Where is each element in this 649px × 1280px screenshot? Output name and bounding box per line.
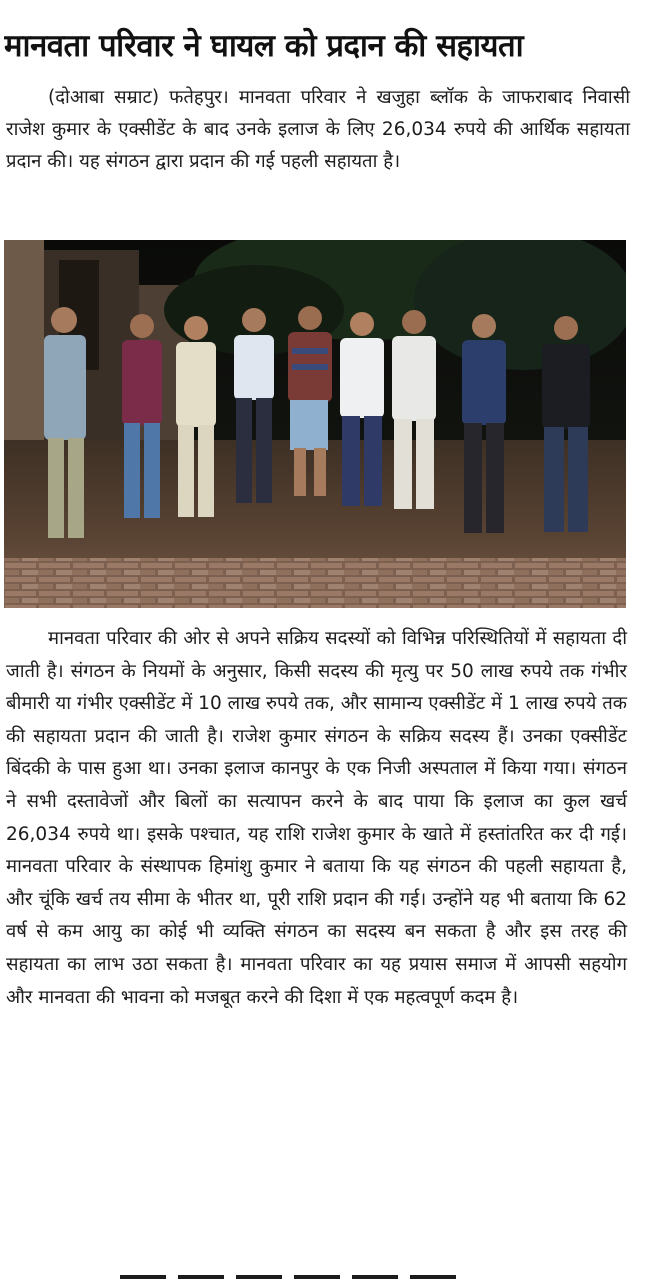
group-photo-illustration (4, 240, 626, 608)
article-body-paragraph: मानवता परिवार की ओर से अपने सक्रिय सदस्यों को विभिन्न परिस्थितियों में सहायता दी जाती है। संगठन के नियमों के अनुसार, किसी सदस्य की मृत्यु पर 50 लाख रुपये तक गंभीर बीमारी या गंभीर एक्सीडेंट में 10 लाख रुपये तक, और सामान्य एक्सीडेंट में 1 लाख रुपये तक की सहायता प्रदान की जाती है। राजेश कुमार संगठन के सक्रिय सदस्य हैं। उनका एक्सीडेंट बिंदकी के पास हुआ था। उनका इलाज कानपुर के एक निजी अस्पताल में किया गया। संगठन ने सभी दस्तावेजों और बिलों का सत्यापन करने के बाद पाया कि इलाज का कुल खर्च 26,034 रुपये था। इसके पश्चात, यह राशि राजेश कुमार के खाते में हस्तांतरित कर दी गई। मानवता परिवार के संस्थापक हिमांशु कुमार ने बताया कि यह संगठन की पहली सहायता है, और चूंकि खर्च तय सीमा के भीतर था, पूरी राशि प्रदान की गई। उन्होंने यह भी बताया कि 62 वर्ष से कम आयु का कोई भी व्यक्ति संगठन का सदस्य बन सकता है और इस तरह की सहायता का लाभ उठा सकता है। मानवता परिवार का यह प्रयास समाज में आपसी सहयोग और मानवता की भावना को मजबूत करने की दिशा में एक महत्वपूर्ण कदम है। (6, 628, 627, 1008)
article-lead-paragraph: (दोआबा सम्राट) फतेहपुर। मानवता परिवार ने खजुहा ब्लॉक के जाफराबाद निवासी राजेश कुमार के एक्सीडेंट के बाद उनके इलाज के लिए 26,034 रुपये की आर्थिक सहायता प्रदान की। यह संगठन द्वारा प्रदान की गई पहली सहायता है। (6, 87, 630, 172)
news-photo (4, 240, 626, 608)
article-headline: मानवता परिवार ने घायल को प्रदान की सहायता (4, 28, 524, 64)
cut-off-next-line (120, 1270, 540, 1280)
